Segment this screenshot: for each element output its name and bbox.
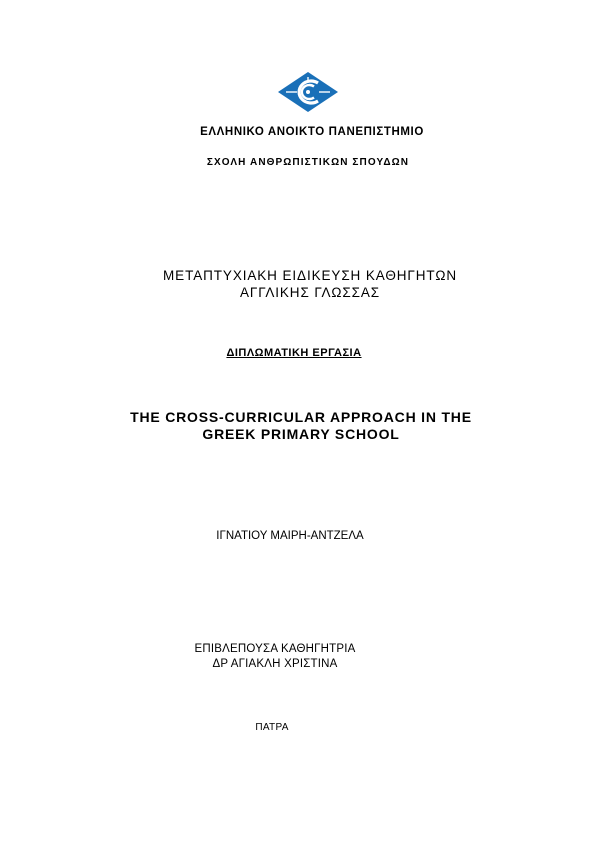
program-name [10, 267, 600, 301]
supervisor-block [0, 642, 575, 672]
author-name: ΙΓΝΑΤΙΟΥ ΜΑΙΡΗ-ΑΝΤΖΕΛΑ [216, 530, 364, 542]
city-name: ΠΑΤΡΑ [255, 722, 289, 733]
supervisor-role: ΕΠΙΒΛΕΠΟΥΣΑ ΚΑΘΗΓΗΤΡΙΑ [194, 643, 356, 655]
school-name: ΣΧΟΛΗ ΑΝΘΡΩΠΙΣΤΙΚΩΝ ΣΠΟΥΔΩΝ [206, 157, 410, 168]
university-name: ΕΛΛΗΝΙΚΟ ΑΝΟΙΚΤΟ ΠΑΝΕΠΙΣΤΗΜΙΟ [200, 126, 424, 138]
document-type: ΔΙΠΛΩΜΑΤΙΚΗ ΕΡΓΑΣΙΑ [226, 347, 362, 359]
university-logo-icon [277, 71, 339, 113]
thesis-title-line2: GREEK PRIMARY SCHOOL [202, 426, 400, 442]
thesis-title [1, 409, 600, 443]
program-name-line2: ΑΓΓΛΙΚΗΣ ΓΛΩΣΣΑΣ [240, 285, 380, 300]
supervisor-name: ΔΡ ΑΓΙΑΚΛΗ ΧΡΙΣΤΙΝΑ [212, 658, 338, 670]
thesis-title-line1: THE CROSS-CURRICULAR APPROACH IN THE [130, 409, 472, 425]
program-name-line1: ΜΕΤΑΠΤΥΧΙΑΚΗ ΕΙΔΙΚΕΥΣΗ ΚΑΘΗΓΗΤΩΝ [163, 268, 457, 283]
